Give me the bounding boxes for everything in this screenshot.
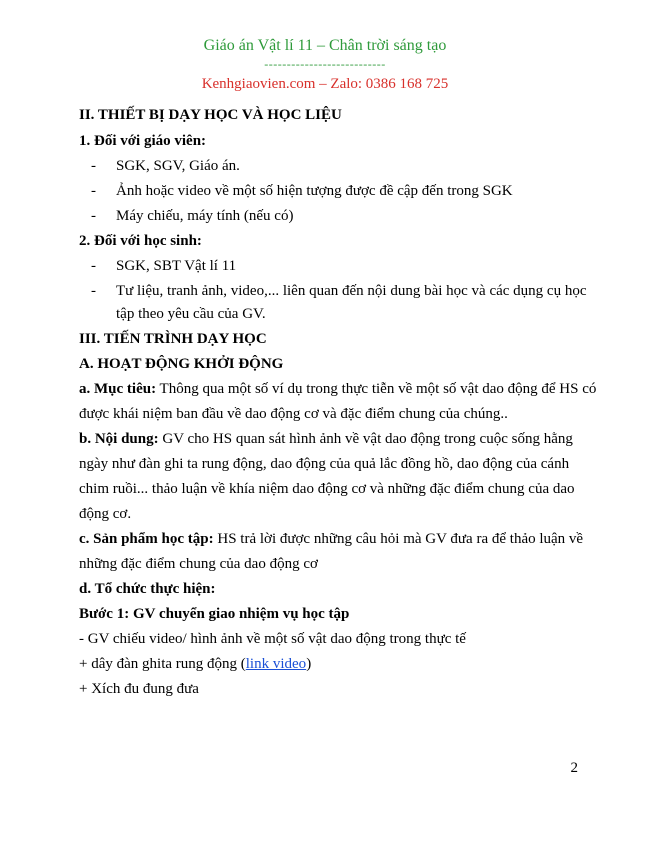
content-line-2: ngày như đàn ghi ta rung động, dao động của quả lắc đồng hồ, dao động của cánh <box>79 456 570 472</box>
student-bullet-1: - <box>91 258 96 274</box>
student-item-2-cont: tập theo yêu cầu của GV. <box>116 306 266 322</box>
video-link[interactable]: link video <box>245 656 307 672</box>
organize-heading: d. Tổ chức thực hiện: <box>79 581 216 597</box>
student-item-2: Tư liệu, tranh ảnh, video,... liên quan đến nội dung bài học và các dụng cụ học <box>116 283 587 299</box>
teacher-bullet-1: - <box>91 158 96 174</box>
teacher-bullet-2: - <box>91 183 96 199</box>
content-line-1 <box>79 431 573 448</box>
header-title: Giáo án Vật lí 11 – Chân trời sáng tạo <box>203 37 447 54</box>
teacher-item-1: SGK, SGV, Giáo án. <box>116 158 240 174</box>
student-item-1: SGK, SBT Vật lí 11 <box>116 258 237 274</box>
student-heading: 2. Đối với học sinh: <box>79 233 202 249</box>
header-rule: --------------------------- <box>264 57 386 71</box>
teacher-item-3: Máy chiếu, máy tính (nếu có) <box>116 208 294 224</box>
teacher-bullet-3: - <box>91 208 96 224</box>
header-contact: Kenhgiaovien.com – Zalo: 0386 168 725 <box>201 76 449 92</box>
teacher-item-2: Ảnh hoặc video về một số hiện tượng được đề cập đến trong SGK <box>116 183 513 199</box>
product-label: c. Sản phẩm học tập: <box>79 531 214 547</box>
step1-heading: Bước 1: GV chuyển giao nhiệm vụ học tập <box>79 606 350 622</box>
goal-line-2: được khái niệm ban đầu về dao động cơ và đặc điểm chung của chúng.. <box>79 406 508 422</box>
content-label: b. Nội dung: <box>79 431 159 447</box>
section3-heading: III. TIẾN TRÌNH DẠY HỌC <box>79 331 267 347</box>
content-text: GV cho HS quan sát hình ảnh về vật dao động trong cuộc sống hằng <box>158 431 573 447</box>
goal-line-1 <box>79 381 596 398</box>
product-line-1 <box>79 531 583 548</box>
goal-label: a. Mục tiêu: <box>79 381 157 397</box>
content-line-3: chim ruồi... thảo luận về khía niệm dao động cơ và những đặc điểm chung của dao <box>79 481 575 497</box>
section2-heading: II. THIẾT BỊ DẠY HỌC VÀ HỌC LIỆU <box>79 107 342 123</box>
goal-text: Thông qua một số ví dụ trong thực tiễn về một số vật dao động để HS có <box>156 381 597 397</box>
page-number: 2 <box>570 760 578 776</box>
content-line-4: động cơ. <box>79 506 132 522</box>
guitar-prefix: + dây đàn ghita rung động ( <box>79 656 246 672</box>
product-line-2: những đặc điểm chung của dao động cơ <box>79 556 318 572</box>
guitar-suffix: ) <box>306 656 312 672</box>
guitar-line <box>79 656 311 673</box>
step1-line: - GV chiếu video/ hình ảnh về một số vật dao động trong thực tế <box>79 631 466 647</box>
product-text: HS trả lời được những câu hỏi mà GV đưa ra để thảo luận về <box>213 531 584 547</box>
swing-line: + Xích đu đung đưa <box>79 681 199 697</box>
student-bullet-2: - <box>91 283 96 299</box>
teacher-heading: 1. Đối với giáo viên: <box>79 133 207 149</box>
activity-heading: A. HOẠT ĐỘNG KHỞI ĐỘNG <box>79 356 284 372</box>
